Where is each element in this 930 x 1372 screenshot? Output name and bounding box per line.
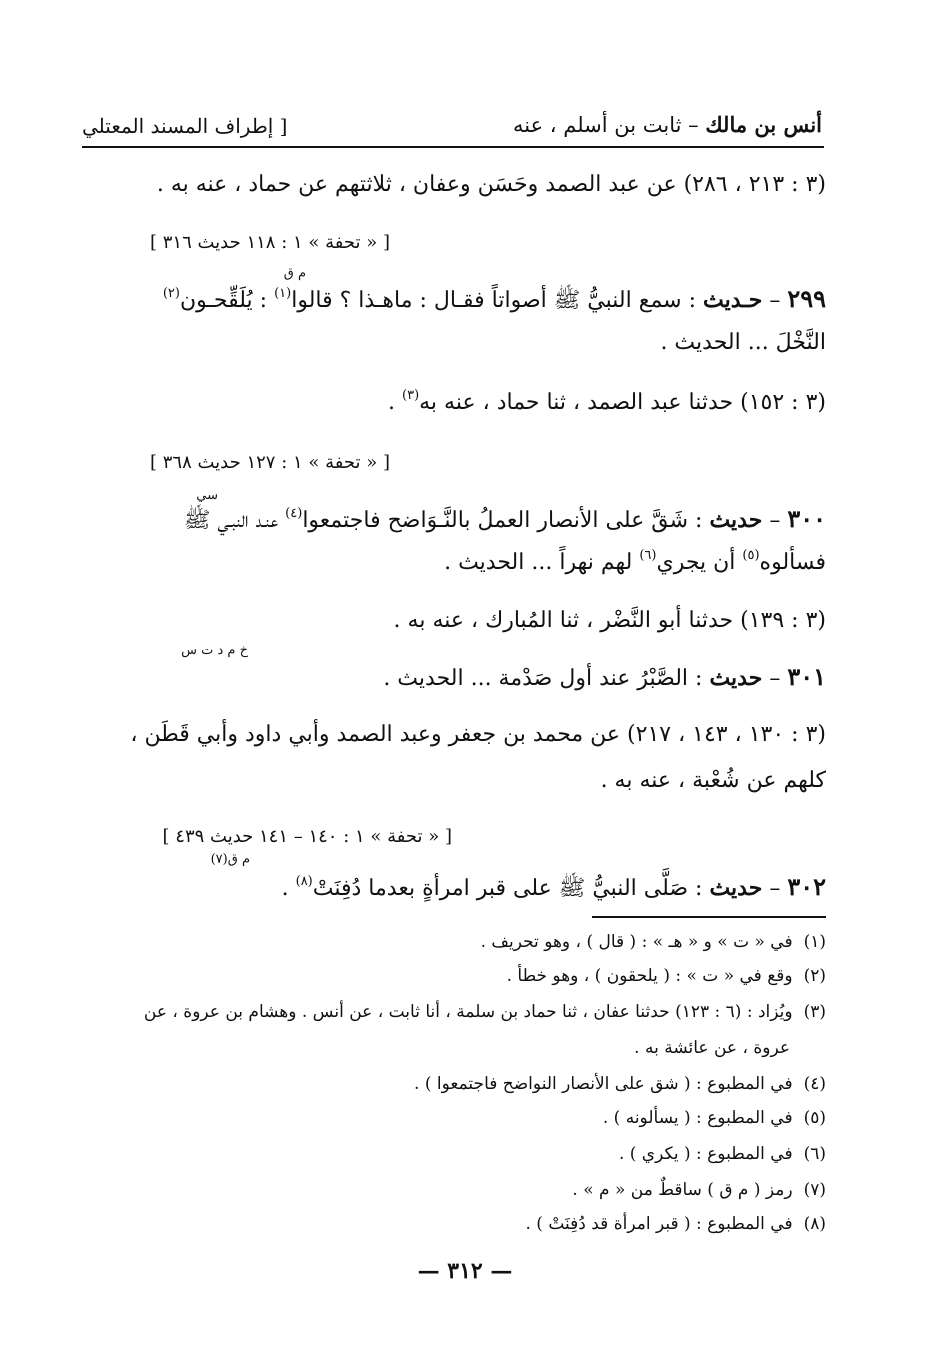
footnote-number: (٧) xyxy=(803,1180,826,1200)
header-author: أنس بن مالك xyxy=(705,112,822,137)
tuhfa-reference: [ « تحفة » ١ : ١١٨ حديث ٣١٦ ] xyxy=(150,232,390,253)
hadith-text: لهم نهراً ... الحديث . xyxy=(444,550,640,575)
footnote-3 xyxy=(144,1002,826,1022)
header-subject: – ثابت بن أسلم ، عنه xyxy=(512,113,706,137)
isnad-line: (٣ : ١٣٩) حدثنا أبو النَّضْر ، ثنا المُبارك ، عنه به . xyxy=(393,608,826,633)
hadith-text: : الصَّبْرُ عند أول صَدْمة ... الحديث . xyxy=(383,666,710,691)
hadith-text: : شَقَّ على الأنصار العملُ بالنَّـوَاضح فاجتمعوا xyxy=(302,508,710,533)
isnad-line: (٣ : ٢١٣ ، ٢٨٦) عن عبد الصمد وحَسَن وعفان ، ثلاثتهم عن حماد ، عنه به . xyxy=(156,172,826,197)
hadith-label: حديث xyxy=(709,507,763,533)
tuhfa-reference: [ « تحفة » ١ : ١٢٧ حديث ٣٦٨ ] xyxy=(150,452,390,473)
footnote-text: في المطبوع : ( قبر امرأة قد دُفِنَتْ ) . xyxy=(525,1214,793,1234)
footnote-ref: (٦) xyxy=(639,548,657,563)
hadith-text: أن يجري xyxy=(656,550,743,575)
hadith-301: ٣٠١ – حديث : الصَّبْرُ عند أول صَدْمة ... الحديث . xyxy=(383,662,826,691)
rumuz-marks: سي xyxy=(196,488,218,503)
page-number: — ٣١٢ — xyxy=(417,1258,513,1284)
footnote-5 xyxy=(603,1108,826,1128)
hadith-label: حديث xyxy=(709,875,763,901)
hadith-299: ٢٩٩ – حـديث : سمع النبيُّ ﷺ أصواتاً فقـال : ماهـذا ؟ قالوا$^{(١)}$ : يُلَقِّحـون$^{(٢)}$ xyxy=(162,284,826,313)
footnote-ref: (١) xyxy=(274,286,292,301)
hadith-number: ٣٠١ xyxy=(787,662,826,691)
isnad-line: (٣ : ١٣٠ ، ١٤٣ ، ٢١٧) عن محمد بن جعفر وعبد الصمد وأبي داود وأبي قَطَن ، xyxy=(130,722,826,747)
footnote-6 xyxy=(619,1144,826,1164)
running-header-left: [ إطراف المسند المعتلي xyxy=(82,114,288,138)
footnote-ref: (٨) xyxy=(295,874,313,889)
rumuz-marks: خ م د ت س xyxy=(181,643,248,658)
footnote-1 xyxy=(481,932,826,952)
footnote-number: (٣) xyxy=(803,1002,826,1022)
footnote-number: (١) xyxy=(803,932,826,952)
footnote-number: (٨) xyxy=(803,1214,826,1234)
rumuz-letters: م ق xyxy=(227,852,250,867)
isnad-line xyxy=(388,390,826,415)
isnad-text: (٣ : ١٥٢) حدثنا عبد الصمد ، ثنا حماد ، عنه به xyxy=(419,390,826,415)
footnote-4 xyxy=(414,1074,826,1094)
footnote-8 xyxy=(525,1214,826,1234)
footnote-text: في المطبوع : ( يسألونه ) . xyxy=(602,1108,793,1128)
hadith-text: عنـد النبـي ﷺ xyxy=(183,508,286,533)
footnote-text: رمز ( م ق ) ساقطٌ من « م » . xyxy=(572,1180,793,1200)
footnote-ref: (٥) xyxy=(742,548,760,563)
hadith-continuation: النَّخْلَ ... الحديث . xyxy=(660,330,826,355)
hadith-label: حديث xyxy=(709,665,763,691)
footnote-7 xyxy=(572,1180,826,1200)
footnote-number: (٤) xyxy=(803,1074,826,1094)
rumuz-marks xyxy=(211,852,250,867)
hadith-text: : يُلَقِّحـون xyxy=(179,288,275,313)
footnote-number: (٦) xyxy=(803,1144,826,1164)
hadith-text: : سمع النبيُّ ﷺ أصواتاً فقـال : ماهـذا ؟ قالوا xyxy=(291,288,703,313)
footnote-text: ويُزاد : (٦ : ١٢٣) حدثنا عفان ، ثنا حماد بن سلمة ، أنا ثابت ، عن أنس . وهشام بن عروة ، عن xyxy=(143,1002,793,1022)
hadith-number: ٣٠٠ xyxy=(787,504,826,533)
isnad-continuation: كلهم عن شُعْبة ، عنه به . xyxy=(600,768,826,793)
punctuation: . xyxy=(388,390,402,415)
footnote-3-continuation: عروة ، عن عائشة به . xyxy=(634,1038,790,1058)
footnote-number: (٢) xyxy=(803,966,826,986)
footnote-text: في المطبوع : ( شق على الأنصار النواضح فاجتمعوا ) . xyxy=(414,1074,793,1094)
hadith-300: ٣٠٠ – حديث : شَقَّ على الأنصار العملُ بالنَّـوَاضح فاجتمعوا$^{(٤)}$ عنـد النبـي ﷺ xyxy=(183,504,826,533)
footnote-ref: (٧) xyxy=(210,852,228,867)
header-rule xyxy=(82,146,824,148)
hadith-number: ٢٩٩ xyxy=(787,284,826,313)
hadith-text: : صَلَّى النبيُّ ﷺ على قبر امرأةٍ بعدما دُفِنَتْ xyxy=(312,876,710,901)
footnote-ref: (٤) xyxy=(285,506,303,521)
footnote-number: (٥) xyxy=(803,1108,826,1128)
punctuation: . xyxy=(281,876,296,901)
footnote-rule xyxy=(592,916,826,918)
hadith-302: ٣٠٢ – حديث : صَلَّى النبيُّ ﷺ على قبر امرأةٍ بعدما دُفِنَتْ$^{(٨)}$ . xyxy=(281,872,826,901)
tuhfa-reference: [ « تحفة » ١ : ١٤٠ – ١٤١ حديث ٤٣٩ ] xyxy=(162,826,452,847)
footnote-ref: (٣) xyxy=(402,388,420,403)
hadith-label: حـديث xyxy=(703,287,763,313)
hadith-text: فسألوه xyxy=(759,550,826,575)
footnote-ref: (٢) xyxy=(162,286,180,301)
footnote-text: في « ت » و « هـ » : ( قال ) ، وهو تحريف . xyxy=(480,932,793,952)
footnote-text: في المطبوع : ( يكري ) . xyxy=(618,1144,793,1164)
footnote-text: وقع في « ت » : ( يلحقون ) ، وهو خطأ . xyxy=(506,966,793,986)
rumuz-marks: م ق xyxy=(283,266,306,281)
footnote-2 xyxy=(507,966,826,986)
hadith-continuation xyxy=(444,550,826,575)
running-header-right xyxy=(513,112,822,137)
hadith-number: ٣٠٢ xyxy=(787,872,826,901)
